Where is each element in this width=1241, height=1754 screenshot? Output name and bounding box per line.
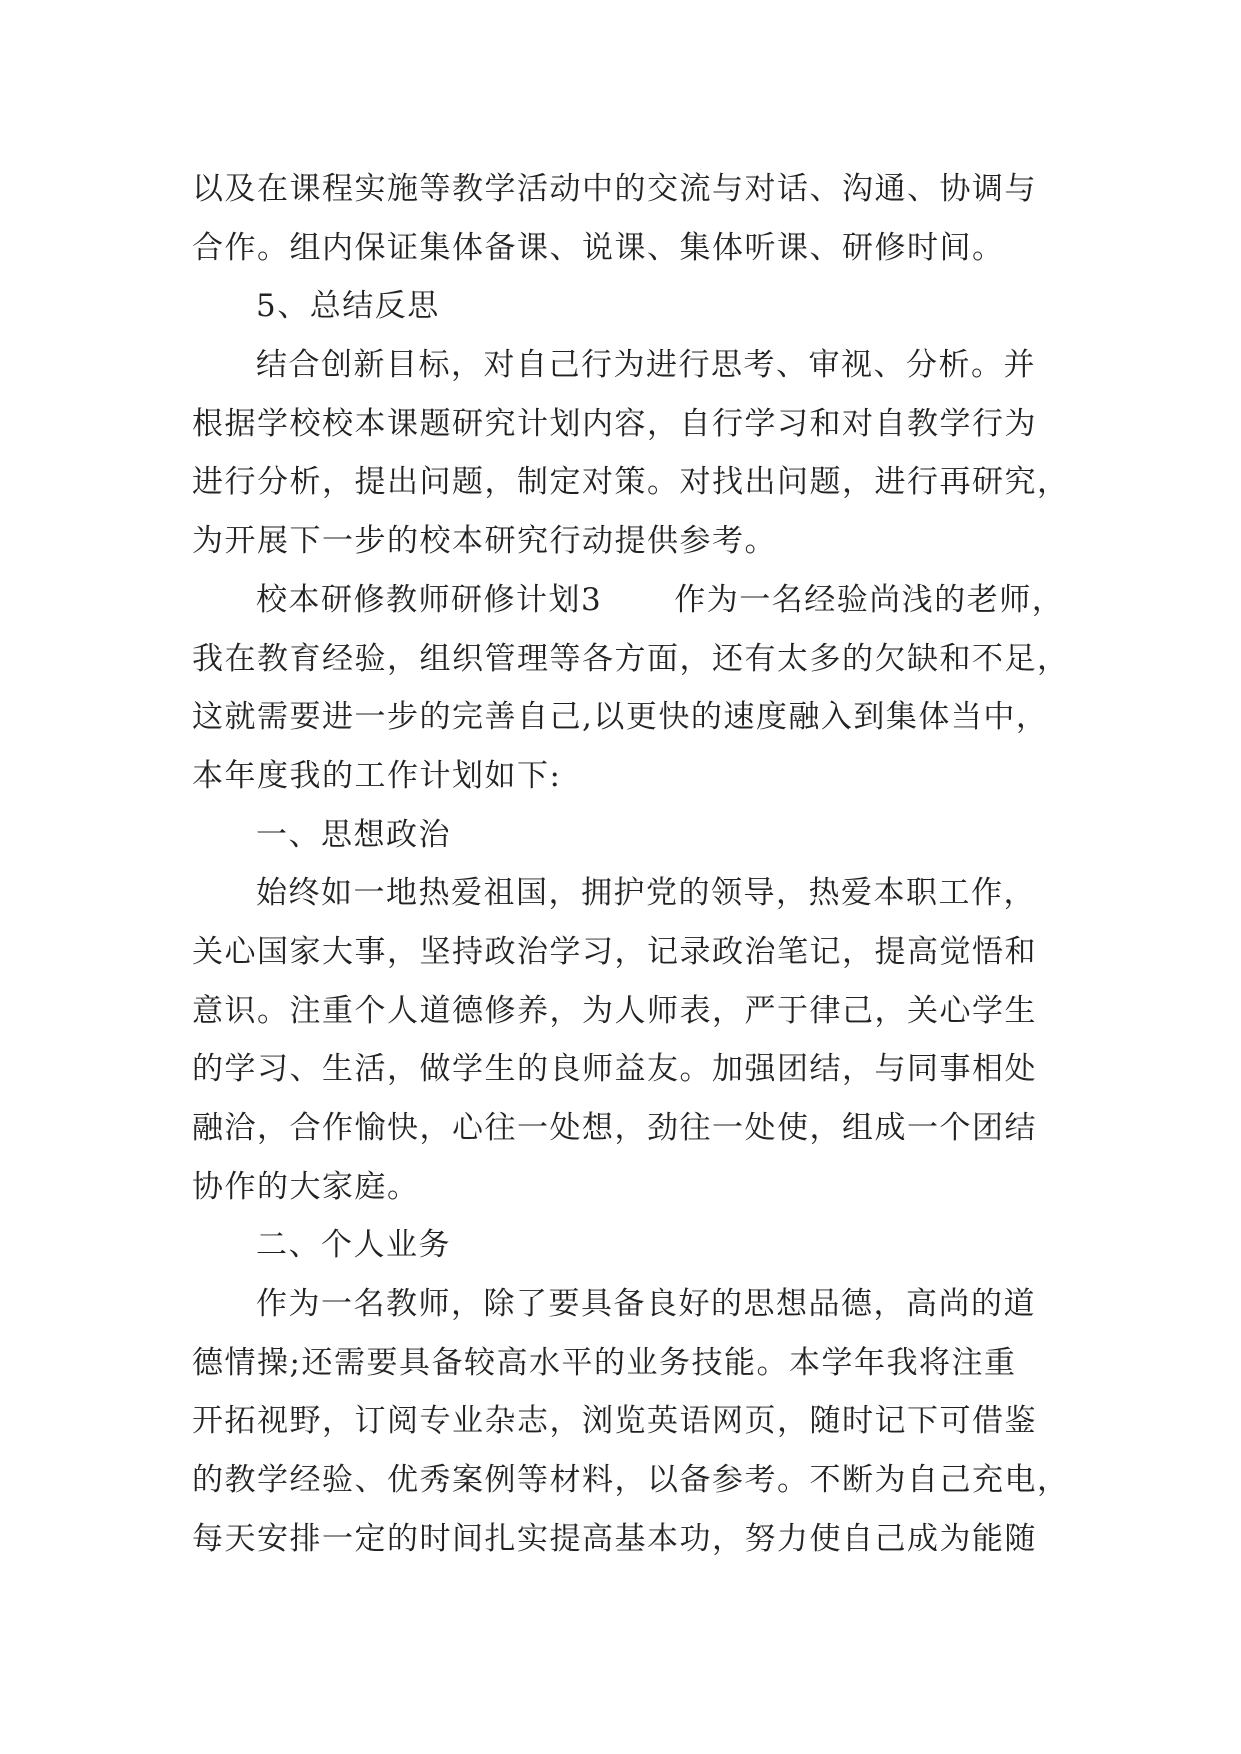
text-line: 德情操;还需要具备较高水平的业务技能。本学年我将注重 bbox=[192, 1344, 1017, 1381]
text-line: 结合创新目标，对自己行为进行思考、审视、分析。并 bbox=[256, 347, 1036, 384]
text-line: 根据学校校本课题研究计划内容，自行学习和对自教学行为 bbox=[192, 405, 1037, 442]
text-line: 每天安排一定的时间扎实提高基本功，努力使自己成为能随 bbox=[192, 1520, 1037, 1557]
text-line: 关心国家大事，坚持政治学习，记录政治笔记，提高觉悟和 bbox=[192, 933, 1037, 970]
section-heading: 二、个人业务 bbox=[256, 1227, 451, 1264]
text-line: 融洽，合作愉快，心往一处想，劲往一处使，组成一个团结 bbox=[192, 1110, 1037, 1146]
text-line: 作为一名教师，除了要具备良好的思想品德，高尚的道 bbox=[256, 1286, 1036, 1323]
section-heading: 一、思想政治 bbox=[256, 816, 451, 853]
text-line: 本年度我的工作计划如下: bbox=[192, 757, 562, 794]
text-line: 合作。组内保证集体备课、说课、集体听课、研修时间。 bbox=[192, 229, 1005, 266]
text-line: 开拓视野，订阅专业杂志，浏览英语网页，随时记下可借鉴 bbox=[192, 1403, 1037, 1440]
text-line: 始终如一地热爱祖国，拥护党的领导，热爱本职工作， bbox=[256, 875, 1036, 912]
text-line: 这就需要进一步的完善自己,以更快的速度融入到集体当中， bbox=[192, 699, 1049, 736]
text-line: 以及在课程实施等教学活动中的交流与对话、沟通、协调与 bbox=[192, 171, 1037, 207]
text-line bbox=[192, 571, 1065, 630]
text-line: 进行分析，提出问题，制定对策。对找出问题，进行再研究， bbox=[192, 464, 1070, 501]
text-line: 的教学经验、优秀案例等材料，以备参考。不断为自己充电， bbox=[192, 1462, 1070, 1499]
text-line: 意识。注重个人道德修养，为人师表，严于律己，关心学生 bbox=[192, 992, 1037, 1029]
text-line: 的学习、生活，做学生的良师益友。加强团结，与同事相处 bbox=[192, 1051, 1037, 1088]
text-line: 为开展下一步的校本研究行动提供参考。 bbox=[192, 523, 777, 560]
text-line: 协作的大家庭。 bbox=[192, 1168, 420, 1205]
text-line: 我在教育经验，组织管理等各方面，还有太多的欠缺和不足， bbox=[192, 640, 1070, 677]
plan-title: 校本研修教师研修计划3 bbox=[256, 581, 603, 618]
section-heading: 5、总结反思 bbox=[256, 288, 440, 325]
text-segment: 作为一名经验尚浅的老师， bbox=[674, 581, 1065, 618]
document-body bbox=[192, 160, 1070, 1569]
